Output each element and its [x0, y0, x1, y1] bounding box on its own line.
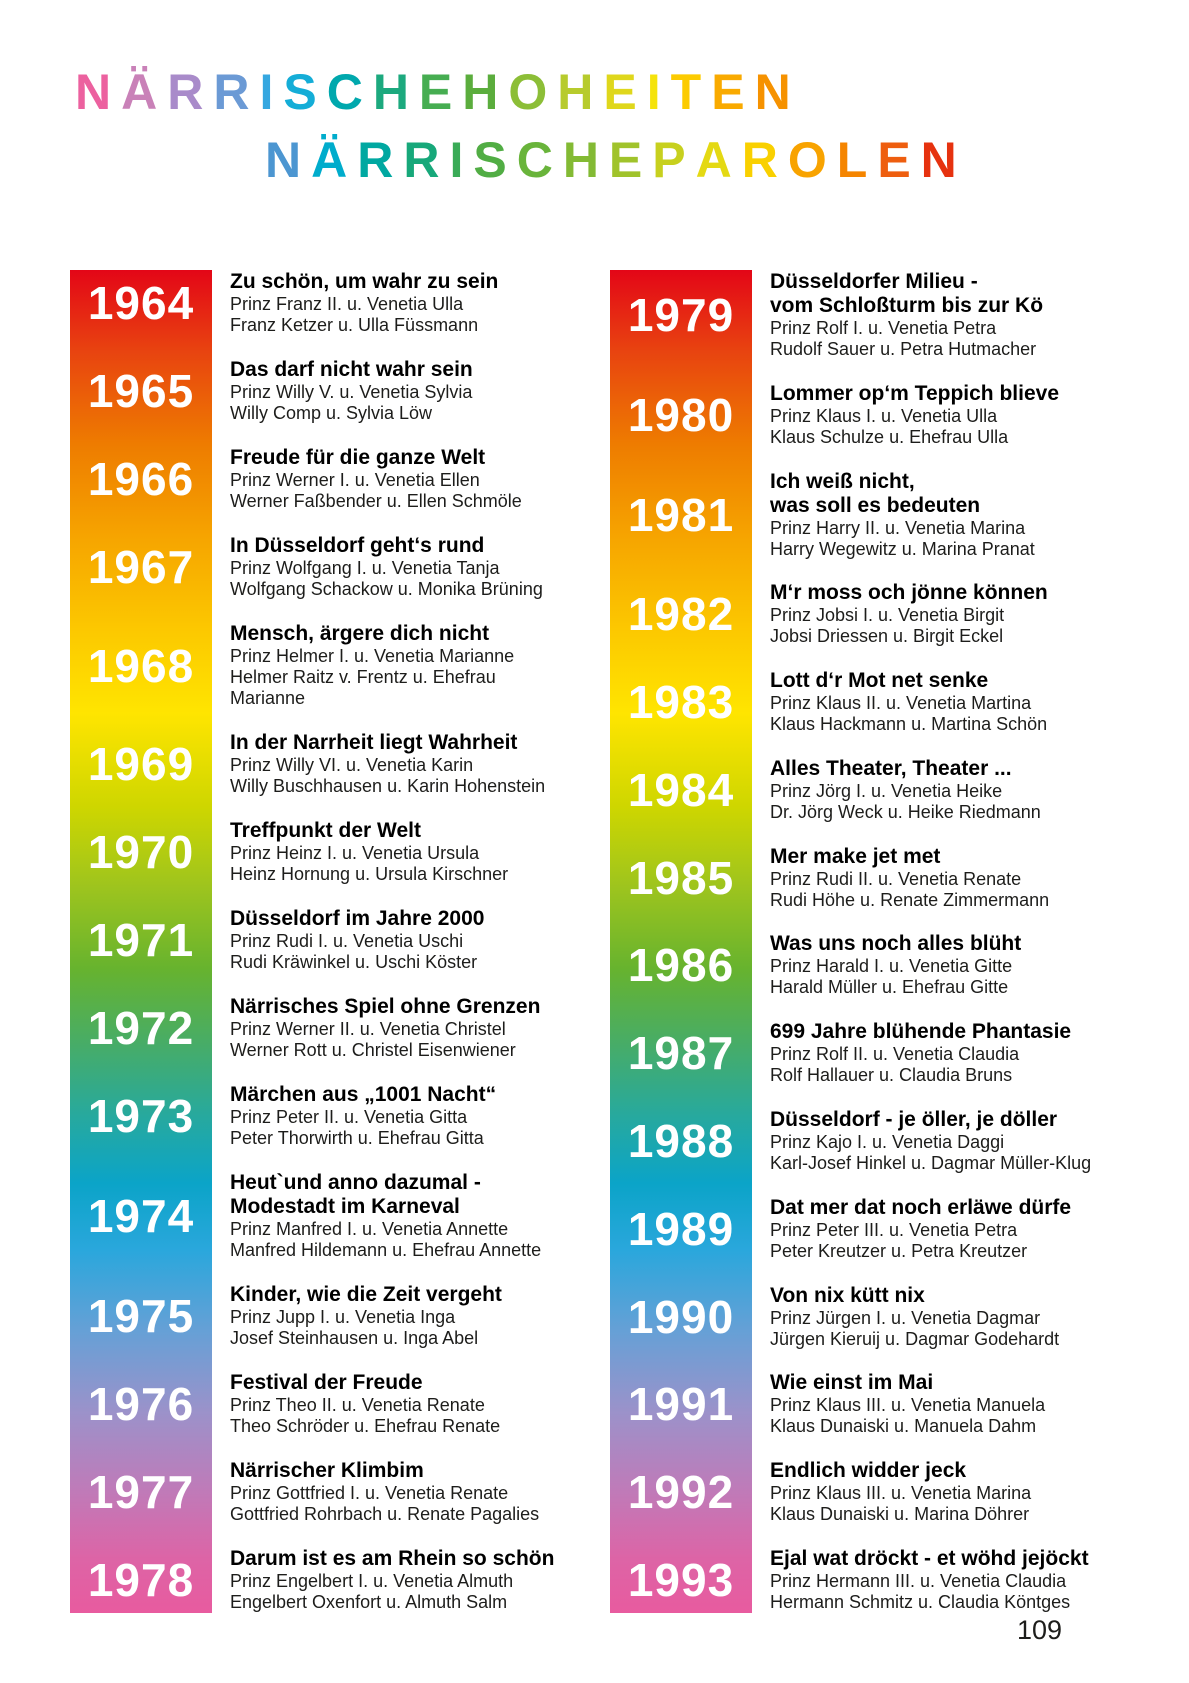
entry-civil-names: Peter Kreutzer u. Petra Kreutzer [770, 1240, 1028, 1261]
title-letter: H [562, 132, 609, 188]
entry-royal-names: Prinz Franz II. u. Venetia Ulla [230, 294, 464, 314]
entry-motto-line: Ich weiß nicht, [770, 469, 915, 493]
timeline-entry [610, 669, 1100, 735]
entry-motto [770, 1196, 1071, 1220]
entry-motto [230, 1547, 554, 1571]
entry-civil-names: Werner Faßbender u. Ellen Schmöle [230, 491, 522, 511]
entry-motto-line: was soll es bedeuten [770, 493, 981, 517]
timeline-entry [610, 1547, 1100, 1613]
entry-royal-names: Prinz Werner I. u. Venetia Ellen [230, 470, 480, 490]
timeline-column-right [610, 270, 1100, 1613]
entry-motto [230, 995, 540, 1019]
entry-civil-names: Josef Steinhausen u. Inga Abel [230, 1328, 479, 1348]
year-label: 1971 [87, 914, 195, 966]
entry-civil-names: Harry Wegewitz u. Marina Pranat [770, 538, 1035, 559]
entry-motto-line: Darum ist es am Rhein so schön [230, 1547, 555, 1570]
year-label: 1981 [627, 488, 735, 541]
entry-info [212, 819, 508, 885]
entry-motto [230, 270, 498, 294]
entry-civil-names: Theo Schröder u. Ehefrau Renate [230, 1416, 501, 1436]
timeline-entry [610, 1284, 1100, 1350]
title-letter: H [372, 64, 419, 120]
entry-motto-line: Heut`und anno dazumal - [230, 1171, 481, 1194]
timeline-entry [610, 757, 1100, 823]
entry-motto-line: Mer make jet met [770, 844, 941, 868]
title-letter: O [787, 132, 837, 188]
title-letter: N [754, 64, 801, 120]
entry-civil-names: Wolfgang Schackow u. Monika Brüning [230, 579, 543, 599]
entry-motto-line: 699 Jahre blühende Phantasie [770, 1020, 1072, 1044]
page-number: 109 [1016, 1615, 1062, 1645]
title-letter: T [670, 64, 712, 120]
entry-motto [770, 1547, 1089, 1571]
title-letter: C [326, 64, 373, 120]
entry-motto [770, 382, 1059, 406]
entry-info [752, 669, 1047, 735]
timeline-entry [70, 1171, 560, 1261]
entry-info [212, 1171, 541, 1261]
entry-info [752, 470, 1035, 560]
entry-info [212, 731, 545, 797]
entry-motto-line: Treffpunkt der Welt [230, 819, 421, 842]
entry-motto-line: Düsseldorfer Milieu - [770, 270, 978, 293]
year-label: 1990 [627, 1290, 735, 1343]
timeline-entry [70, 1371, 560, 1437]
title-letter: S [283, 64, 327, 120]
title-letter: O [508, 64, 558, 120]
title-letter: P [652, 132, 696, 188]
entry-royal-names: Prinz Willy V. u. Venetia Sylvia [230, 382, 473, 402]
page-title [75, 58, 967, 194]
entry-civil-names: Willy Comp u. Sylvia Löw [230, 403, 433, 423]
entry-royal-names: Prinz Wolfgang I. u. Venetia Tanja [230, 558, 500, 578]
year-label: 1985 [627, 851, 735, 904]
entry-motto [230, 358, 473, 382]
entry-motto-line: vom Schloßturm bis zur Kö [770, 294, 1044, 317]
entry-motto [770, 1284, 1059, 1308]
entry-motto [230, 731, 545, 755]
entry-royal-names: Prinz Willy VI. u. Venetia Karin [230, 755, 474, 775]
entry-info [752, 1196, 1071, 1262]
entry-civil-names: Rudi Höhe u. Renate Zimmermann [770, 889, 1050, 910]
entry-info [752, 1284, 1059, 1350]
title-letter: A [695, 132, 742, 188]
entry-list [70, 270, 560, 1613]
entry-royal-names: Prinz Rudi II. u. Venetia Renate [770, 868, 1022, 889]
entry-motto [770, 669, 1047, 693]
entry-motto-line: In der Narrheit liegt Wahrheit [230, 731, 518, 754]
entry-civil-names: Dr. Jörg Weck u. Heike Riedmann [770, 801, 1041, 822]
title-letter: I [259, 64, 284, 120]
entry-civil-names: Franz Ketzer u. Ulla Füssmann [230, 315, 479, 335]
entry-motto [770, 1371, 1045, 1395]
entry-motto [770, 581, 1048, 605]
year-label: 1964 [87, 277, 195, 329]
entry-info [212, 1283, 502, 1349]
title-letter: L [836, 132, 878, 188]
title-letter: N [920, 132, 967, 188]
entry-royal-names: Prinz Kajo I. u. Venetia Daggi [770, 1132, 1005, 1153]
title-letter: C [516, 132, 563, 188]
entry-royal-names: Prinz Jörg I. u. Venetia Heike [770, 780, 1003, 801]
entry-info [212, 358, 473, 424]
entry-civil-names: Klaus Hackmann u. Martina Schön [770, 714, 1048, 735]
title-letter: H [462, 64, 509, 120]
entry-royal-names: Prinz Rudi I. u. Venetia Uschi [230, 931, 464, 951]
entry-royal-names: Prinz Helmer I. u. Venetia Marianne [230, 646, 515, 666]
entry-royal-names: Prinz Theo II. u. Venetia Renate [230, 1395, 485, 1415]
title-letter: I [646, 64, 671, 120]
entry-motto-line: Festival der Freude [230, 1371, 423, 1394]
title-letter: N [265, 132, 312, 188]
timeline-entry [610, 1108, 1100, 1174]
entry-royal-names: Prinz Rolf II. u. Venetia Claudia [770, 1044, 1020, 1065]
entry-info [212, 907, 484, 973]
timeline-entry [70, 731, 560, 797]
entry-motto [230, 819, 508, 843]
entry-civil-names: Hermann Schmitz u. Claudia Köntges [770, 1591, 1071, 1612]
entry-royal-names: Prinz Jürgen I. u. Venetia Dagmar [770, 1307, 1041, 1328]
entry-royal-names: Prinz Engelbert I. u. Venetia Almuth [230, 1571, 514, 1591]
entry-motto-line: Dat mer dat noch erläwe dürfe [770, 1195, 1072, 1219]
entry-info [752, 1108, 1091, 1174]
entry-motto [770, 270, 1043, 318]
entry-info [212, 1083, 496, 1149]
entry-civil-names: Jürgen Kieruij u. Dagmar Godehardt [770, 1328, 1060, 1349]
title-letter: E [608, 132, 653, 188]
entry-motto-line: Kinder, wie die Zeit vergeht [230, 1283, 502, 1306]
year-label: 1978 [87, 1554, 195, 1606]
entry-info [752, 1371, 1045, 1437]
entry-motto [770, 845, 1049, 869]
year-label: 1974 [87, 1190, 195, 1242]
entry-civil-names: Klaus Dunaiski u. Manuela Dahm [770, 1416, 1037, 1437]
year-label: 1988 [627, 1115, 735, 1168]
year-label: 1973 [87, 1090, 195, 1142]
entry-motto-line: Alles Theater, Theater ... [770, 756, 1012, 780]
entry-motto [230, 1171, 541, 1219]
entry-motto [770, 470, 1035, 518]
entry-motto-line: Ejal wat dröckt - et wöhd jejöckt [770, 1546, 1089, 1570]
entry-royal-names: Prinz Jobsi I. u. Venetia Birgit [770, 605, 1005, 626]
entry-motto [230, 446, 522, 470]
entry-motto [770, 1459, 1031, 1483]
entry-civil-names: Helmer Raitz v. Frentz u. Ehefrau Marianne [230, 667, 496, 708]
timeline-entry [70, 1459, 560, 1525]
entry-motto-line: Mensch, ärgere dich nicht [230, 622, 490, 645]
timeline-entry [610, 470, 1100, 560]
entry-civil-names: Karl-Josef Hinkel u. Dagmar Müller-Klug [770, 1153, 1092, 1174]
year-label: 1965 [87, 365, 195, 417]
entry-civil-names: Jobsi Driessen u. Birgit Eckel [770, 626, 1004, 647]
entry-motto [770, 1020, 1071, 1044]
year-label: 1980 [627, 388, 735, 441]
year-label: 1989 [627, 1202, 735, 1255]
entry-info [212, 270, 498, 336]
timeline-entry [610, 581, 1100, 647]
entry-info [212, 1371, 500, 1437]
year-label: 1991 [627, 1378, 735, 1431]
entry-motto-line: Märchen aus „1001 Nacht“ [230, 1083, 497, 1106]
entry-royal-names: Prinz Harry II. u. Venetia Marina [770, 517, 1026, 538]
year-label: 1966 [87, 453, 195, 505]
entry-info [752, 845, 1049, 911]
entry-civil-names: Willy Buschhausen u. Karin Hohenstein [230, 776, 546, 796]
year-label: 1969 [87, 738, 195, 790]
entry-civil-names: Harald Müller u. Ehefrau Gitte [770, 977, 1009, 998]
timeline-entry [610, 1371, 1100, 1437]
timeline-entry [70, 622, 560, 709]
title-letter: Ä [311, 132, 358, 188]
entry-civil-names: Manfred Hildemann u. Ehefrau Annette [230, 1240, 542, 1260]
entry-info [752, 757, 1041, 823]
entry-info [752, 382, 1059, 448]
entry-info [212, 1547, 554, 1613]
title-letter: I [449, 132, 474, 188]
entry-royal-names: Prinz Klaus I. u. Venetia Ulla [770, 405, 998, 426]
entry-civil-names: Rolf Hallauer u. Claudia Bruns [770, 1065, 1013, 1086]
title-letter: Ä [121, 64, 168, 120]
entry-royal-names: Prinz Rolf I. u. Venetia Petra [770, 318, 997, 338]
timeline-entry [610, 1459, 1100, 1525]
title-letter: N [75, 64, 122, 120]
timeline-entry [610, 932, 1100, 998]
title-letter: E [711, 64, 755, 120]
entry-motto-line: Düsseldorf im Jahre 2000 [230, 907, 485, 930]
entry-civil-names: Rudolf Sauer u. Petra Hutmacher [770, 339, 1037, 359]
entry-royal-names: Prinz Klaus III. u. Venetia Marina [770, 1483, 1032, 1504]
year-label: 1986 [627, 939, 735, 992]
entry-royal-names: Prinz Klaus III. u. Venetia Manuela [770, 1395, 1046, 1416]
title-letter: H [557, 64, 604, 120]
title-letter: R [741, 132, 788, 188]
timeline-entry [70, 534, 560, 600]
title-letter: R [357, 132, 404, 188]
title-letter: E [418, 64, 463, 120]
entry-info [212, 446, 522, 512]
entry-motto [770, 757, 1041, 781]
entry-civil-names: Klaus Dunaiski u. Marina Döhrer [770, 1504, 1030, 1525]
entry-motto-line: Freude für die ganze Welt [230, 446, 486, 469]
timeline-entry [70, 1547, 560, 1613]
entry-motto [230, 1371, 500, 1395]
entry-motto-line: Düsseldorf - je öller, je döller [770, 1108, 1058, 1132]
entry-info [212, 534, 543, 600]
title-letter: R [403, 132, 450, 188]
year-label: 1976 [87, 1378, 195, 1430]
year-label: 1979 [627, 289, 735, 341]
year-label: 1975 [87, 1290, 195, 1342]
entry-royal-names: Prinz Peter III. u. Venetia Petra [770, 1219, 1018, 1240]
entry-motto-line: Das darf nicht wahr sein [230, 358, 473, 381]
entry-info [212, 995, 540, 1061]
timeline-entry [610, 1020, 1100, 1086]
entry-info [212, 622, 560, 709]
entry-motto-line: Was uns noch alles blüht [770, 932, 1022, 956]
timeline-entry [610, 270, 1100, 360]
entry-royal-names: Prinz Peter II. u. Venetia Gitta [230, 1107, 468, 1127]
year-label: 1982 [627, 588, 735, 641]
title-letter: R [213, 64, 260, 120]
timeline-content [70, 270, 1100, 1613]
year-label: 1970 [87, 826, 195, 878]
entry-motto [230, 907, 484, 931]
entry-royal-names: Prinz Heinz I. u. Venetia Ursula [230, 843, 480, 863]
entry-motto-line: Lott d‘r Mot net senke [770, 669, 989, 693]
entry-motto-line: Lommer op‘m Teppich blieve [770, 381, 1059, 405]
timeline-entry [70, 446, 560, 512]
entry-motto-line: Närrischer Klimbim [230, 1459, 424, 1482]
entry-royal-names: Prinz Klaus II. u. Venetia Martina [770, 693, 1032, 714]
timeline-entry [70, 358, 560, 424]
entry-royal-names: Prinz Harald I. u. Venetia Gitte [770, 956, 1013, 977]
entry-motto [230, 1083, 496, 1107]
timeline-entry [70, 907, 560, 973]
year-label: 1983 [627, 676, 735, 729]
title-line-2 [265, 126, 967, 194]
entry-motto-line: Von nix kütt nix [770, 1283, 925, 1307]
entry-motto-line: Modestadt im Karneval [230, 1195, 460, 1218]
timeline-column-left [70, 270, 560, 1613]
timeline-entry [70, 270, 560, 336]
year-label: 1977 [87, 1466, 195, 1518]
timeline-entry [610, 845, 1100, 911]
year-label: 1992 [627, 1466, 735, 1519]
entry-motto [230, 1283, 502, 1307]
entry-royal-names: Prinz Hermann III. u. Venetia Claudia [770, 1570, 1067, 1591]
entry-motto [230, 534, 543, 558]
entry-motto [770, 932, 1021, 956]
entry-info [752, 1020, 1071, 1086]
entry-civil-names: Peter Thorwirth u. Ehefrau Gitta [230, 1128, 484, 1148]
entry-motto-line: Närrisches Spiel ohne Grenzen [230, 995, 541, 1018]
title-letter: E [877, 132, 921, 188]
year-label: 1967 [87, 541, 195, 593]
year-label: 1987 [627, 1027, 735, 1080]
entry-civil-names: Heinz Hornung u. Ursula Kirschner [230, 864, 509, 884]
entry-motto-line: Wie einst im Mai [770, 1371, 934, 1395]
title-letter: S [473, 132, 517, 188]
entry-list [610, 270, 1100, 1613]
entry-royal-names: Prinz Gottfried I. u. Venetia Renate [230, 1483, 509, 1503]
entry-motto [230, 622, 560, 646]
entry-info [212, 1459, 539, 1525]
entry-info [752, 581, 1048, 647]
year-label: 1972 [87, 1002, 195, 1054]
year-label: 1984 [627, 763, 735, 816]
entry-civil-names: Gottfried Rohrbach u. Renate Pagalies [230, 1504, 540, 1524]
timeline-entry [70, 819, 560, 885]
entry-info [752, 270, 1043, 360]
timeline-entry [610, 382, 1100, 448]
title-letter: E [603, 64, 647, 120]
timeline-entry [70, 995, 560, 1061]
entry-motto [230, 1459, 539, 1483]
timeline-entry [610, 1196, 1100, 1262]
entry-info [752, 1547, 1089, 1613]
entry-motto-line: Endlich widder jeck [770, 1459, 967, 1483]
timeline-entry [70, 1283, 560, 1349]
entry-motto-line: Zu schön, um wahr zu sein [230, 270, 499, 293]
entry-civil-names: Rudi Kräwinkel u. Uschi Köster [230, 952, 478, 972]
year-label: 1968 [87, 639, 195, 692]
entry-civil-names: Werner Rott u. Christel Eisenwiener [230, 1040, 516, 1060]
entry-royal-names: Prinz Werner II. u. Venetia Christel [230, 1019, 506, 1039]
entry-info [752, 932, 1021, 998]
entry-motto-line: M‘r moss och jönne können [770, 581, 1048, 605]
entry-motto-line: In Düsseldorf geht‘s rund [230, 534, 485, 557]
entry-civil-names: Engelbert Oxenfort u. Almuth Salm [230, 1592, 508, 1612]
entry-motto [770, 1108, 1091, 1132]
title-letter: R [167, 64, 214, 120]
year-label: 1993 [627, 1553, 735, 1606]
title-line-1 [75, 58, 967, 126]
entry-royal-names: Prinz Manfred I. u. Venetia Annette [230, 1219, 509, 1239]
entry-civil-names: Klaus Schulze u. Ehefrau Ulla [770, 426, 1009, 447]
entry-royal-names: Prinz Jupp I. u. Venetia Inga [230, 1307, 456, 1327]
entry-info [752, 1459, 1031, 1525]
timeline-entry [70, 1083, 560, 1149]
